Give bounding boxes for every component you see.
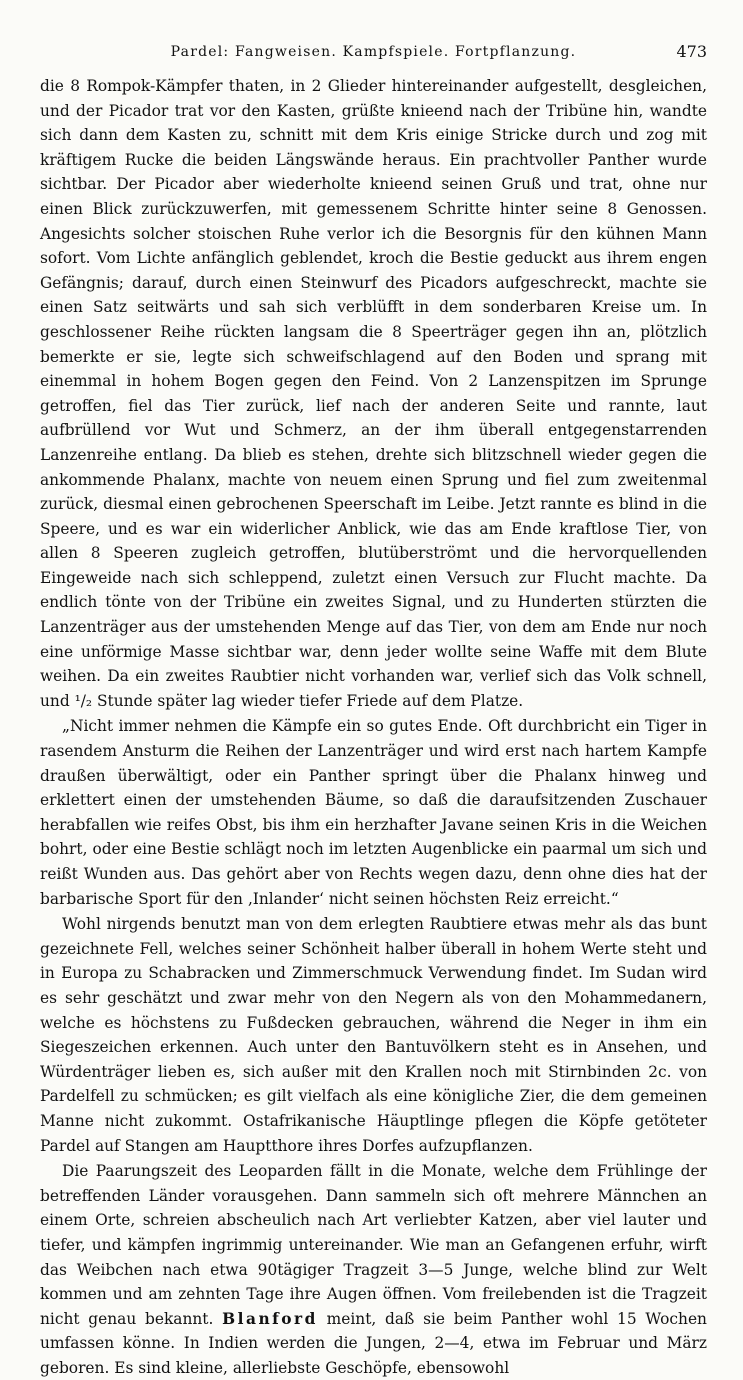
paragraph-mating-text-continued: meint, daß sie beim Panther wohl 15 Wochen umfassen könne. In Indien werden die Jungen, 2—4, etwa im Februar und März geboren. Es sind kleine, allerliebste Geschöpfe, ebensowohl xyxy=(40,1309,707,1377)
page-header xyxy=(40,0,707,74)
author-name-emphasis: Blanford xyxy=(222,1309,318,1328)
running-head: Pardel: Fangweisen. Kampfspiele. Fortpflanzung. xyxy=(170,44,577,60)
paragraph-mating xyxy=(40,1159,707,1380)
page-number: 473 xyxy=(676,42,707,61)
paragraph-mating-text: Die Paarungszeit des Leoparden fällt in die Monate, welche dem Frühlinge der betreffenden Länder vorausgehen. Dann sammeln sich oft mehrere Männchen an einem Orte, schreien abscheulich nach Art verliebter Katzen, aber viel lauter und tiefer, und kämpfen ingrimmig untereinander. Wie man an Gefangenen erfuhr, wirft das Weibchen nach etwa 90tägiger Tragzeit 3—5 Junge, welche blind zur Welt kommen und am zehnten Tage ihre Augen öffnen. Vom freilebenden ist die Tragzeit nicht genau bekannt. xyxy=(40,1162,707,1328)
paragraph-fur-use: Wohl nirgends benutzt man von dem erlegten Raubtiere etwas mehr als das bunt gezeichnete Fell, welches seiner Schönheit halber überall in hohem Werte steht und in Europa zu Schabracken und Zimmerschmuck Verwendung findet. Im Sudan wird es sehr geschätzt und zwar mehr von den Negern als von den Mohammedanern, welche es höchstens zu Fußdecken gebrauchen, während die Neger in ihm ein Siegeszeichen erkennen. Auch unter den Bantuvölkern steht es in Ansehen, und Würdenträger lieben es, sich außer mit den Krallen noch mit Stirnbinden 2c. von Pardelfell zu schmücken; es gilt vielfach als eine königliche Zier, die dem gemeinen Manne nicht zukommt. Ostafrikanische Häuptlinge pflegen die Köpfe getöteter Pardel auf Stangen am Hauptthore ihres Dorfes aufzupflanzen. xyxy=(40,915,707,1155)
paragraph-quote-fights: „Nicht immer nehmen die Kämpfe ein so gutes Ende. Oft durchbricht ein Tiger in rasendem Ansturm die Reihen der Lanzenträger und wird erst nach hartem Kampfe draußen überwältigt, oder ein Panther springt über die Phalanx hinweg und erklettert einen der umstehenden Bäume, so daß die daraufsitzenden Zuschauer herabfallen wie reifes Obst, bis ihm ein herzhafter Javane seinen Kris in die Weichen bohrt, oder eine Bestie schlägt noch im letzten Augenblicke ein paarmal um sich und reißt Wunden aus. Das gehört aber von Rechts wegen dazu, denn ohne dies hat der barbarische Sport für den ‚Inlander‘ nicht seinen höchsten Reiz erreicht.“ xyxy=(40,717,707,908)
paragraph-panther-fight: die 8 Rompok-Kämpfer thaten, in 2 Glieder hintereinander aufgestellt, desgleichen, und der Picador trat vor den Kasten, grüßte knieend nach der Tribüne hin, wandte sich dann dem Kasten zu, schnitt mit dem Kris einige Stricke durch und zog mit kräftigem Rucke die beiden Längswände heraus. Ein prachtvoller Panther wurde sichtbar. Der Picador aber wiederholte knieend seinen Gruß und trat, ohne nur einen Blick zurückzuwerfen, mit gemessenem Schritte hinter seine 8 Genossen. Angesichts solcher stoischen Ruhe verlor ich die Besorgnis für den kühnen Mann sofort. Vom Lichte anfänglich geblendet, kroch die Bestie geduckt aus ihrem engen Gefängnis; darauf, durch einen Steinwurf des Picadors aufgeschreckt, machte sie einen Satz seitwärts und sah sich verblüfft in dem sonderbaren Kreise um. In geschlossener Reihe rückten langsam die 8 Speerträger gegen ihn an, plötzlich bemerkte er sie, legte sich schweifschlagend auf den Boden und sprang mit einemmal in hohem Bogen gegen den Feind. Von 2 Lanzenspitzen im Sprunge getroffen, fiel das Tier zurück, lief nach der anderen Seite und rannte, laut aufbrüllend vor Wut und Schmerz, an der ihm überall entgegenstarrenden Lanzenreihe entlang. Da blieb es stehen, drehte sich blitzschnell wieder gegen die ankommende Phalanx, machte von neuem einen Sprung und fiel zum zweitenmal zurück, diesmal einen gebrochenen Speerschaft im Leibe. Jetzt rannte es blind in die Speere, und es war ein widerlicher Anblick, wie das am Ende kraftlose Tier, von allen 8 Speeren zugleich getroffen, blutüberströmt und die hervorquellenden Eingeweide nach sich schleppend, zuletzt einen Versuch zur Flucht machte. Da endlich tönte von der Tribüne ein zweites Signal, und zu Hunderten stürzten die Lanzenträger aus der umstehenden Menge auf das Tier, von dem am Ende nur noch eine unförmige Masse sichtbar war, denn jeder wollte seine Waffe mit dem Blute weihen. Da ein zweites Raubtier nicht vorhanden war, verlief sich das Volk schnell, und ¹/₂ Stunde später lag wieder tiefer Friede auf dem Platze. xyxy=(40,77,707,710)
